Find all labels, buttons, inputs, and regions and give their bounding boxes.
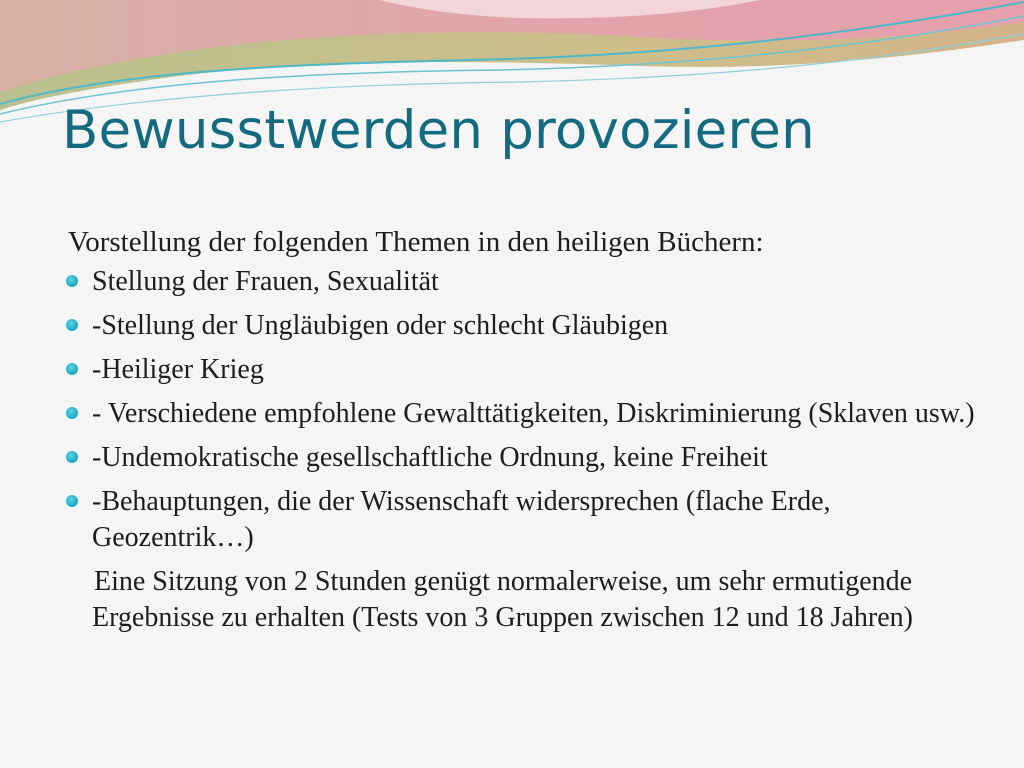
bullet-text: -Behauptungen, die der Wissenschaft widersprechen (flache Erde, Geozentrik…) — [92, 486, 831, 553]
bullet-dot-icon — [66, 319, 78, 331]
slide-title: Bewusstwerden provozieren — [62, 100, 815, 161]
list-item — [60, 264, 980, 300]
bullet-text: -Heiliger Krieg — [92, 354, 264, 385]
list-item — [60, 484, 980, 556]
list-item — [60, 396, 980, 432]
slide-body — [60, 224, 980, 636]
intro-text: Vorstellung der folgenden Themen in den heiligen Büchern: — [68, 226, 764, 258]
bullet-dot-icon — [66, 451, 78, 463]
bullet-dot-icon — [66, 275, 78, 287]
list-item — [60, 440, 980, 476]
bullet-text: - Verschiedene empfohlene Gewalttätigkeiten, Diskriminierung (Sklaven usw.) — [92, 398, 975, 429]
bullet-list — [60, 264, 980, 556]
bullet-dot-icon — [66, 363, 78, 375]
list-item — [60, 308, 980, 344]
bullet-text: -Undemokratische gesellschaftliche Ordnung, keine Freiheit — [92, 442, 768, 473]
outro-text: Eine Sitzung von 2 Stunden genügt normalerweise, um sehr ermutigende Ergebnisse zu erhalten (Tests von 3 Gruppen zwischen 12 und 18 Jahren) — [92, 566, 913, 633]
bullet-text: -Stellung der Ungläubigen oder schlecht Gläubigen — [92, 310, 669, 341]
list-item — [60, 352, 980, 388]
bullet-dot-icon — [66, 495, 78, 507]
bullet-text: Stellung der Frauen, Sexualität — [92, 266, 439, 297]
bullet-dot-icon — [66, 407, 78, 419]
